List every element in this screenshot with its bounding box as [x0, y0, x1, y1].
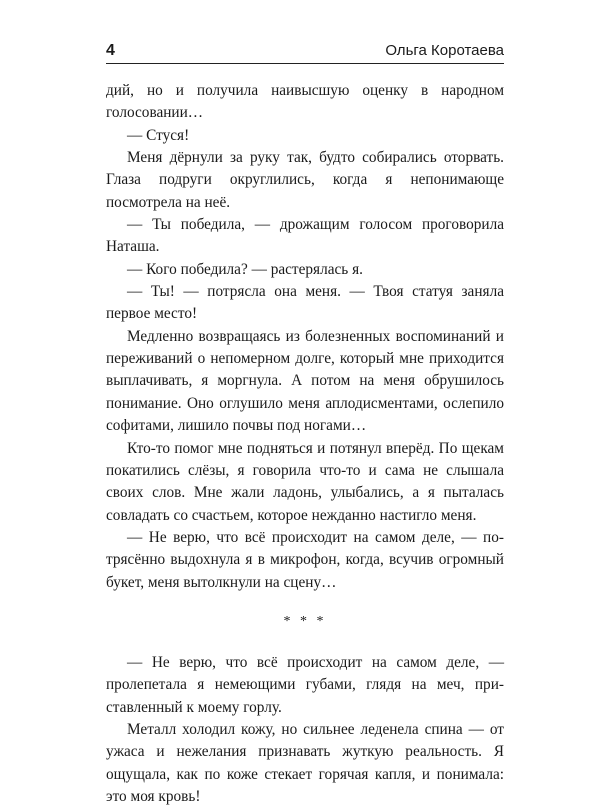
header-rule: [106, 63, 504, 64]
paragraph: Меня дёрнули за руку так, будто собирались оторвать. Глаза подруги округлились, когда я непонимающе посмотрела на неё.: [106, 149, 504, 211]
page-number: 4: [106, 42, 115, 59]
paragraph: Медленно возвращаясь из болезненных воспоминаний и переживаний о непомерном долге, который мне приходится выплачивать, я моргнула. А потом на меня обрушилось понимание. Оно оглушило меня аплодисментами, ослепило софитами, лишило почвы под ногами…: [106, 327, 504, 435]
paragraph: — Ты победила, — дрожащим голосом проговорила Наташа.: [106, 216, 504, 256]
paragraph: дий, но и получила наивысшую оценку в народном голосовании…: [106, 82, 504, 122]
page-header: [106, 40, 504, 64]
running-head-author: Ольга Коротаева: [385, 42, 504, 59]
paragraph: — Кого победила? — растерялась я.: [127, 260, 363, 278]
paragraph: — Стуся!: [127, 126, 190, 144]
section-separator: * * *: [283, 613, 327, 629]
paragraph: — Не верю, что всё происходит на самом деле, — потрясённо выдохнула я в микрофон, когда, всучив огромный букет, меня вытолкнули на сцену…: [106, 528, 504, 591]
paragraph: — Ты! — потрясла она меня. — Твоя статуя заняла первое место!: [106, 283, 504, 323]
paragraph: — Не верю, что всё происходит на самом деле, — пролепетала я немеющими губами, глядя на меч, приставленный к моему горлу.: [106, 653, 504, 716]
paragraph: Кто-то помог мне подняться и потянул вперёд. По щекам покатились слёзы, я говорила что-то и сама не слышала своих слов. Мне жали ладонь, улыбались, а я пыталась совладать со счастьем, которое нежданно настигло меня.: [106, 439, 504, 524]
paragraph: Металл холодил кожу, но сильнее леденела спина — от ужаса и нежелания признавать жуткую реальность. Я ощущала, как по коже стекает горячая капля, и понимала: это моя кровь!: [106, 720, 504, 805]
body-text: [106, 80, 504, 808]
